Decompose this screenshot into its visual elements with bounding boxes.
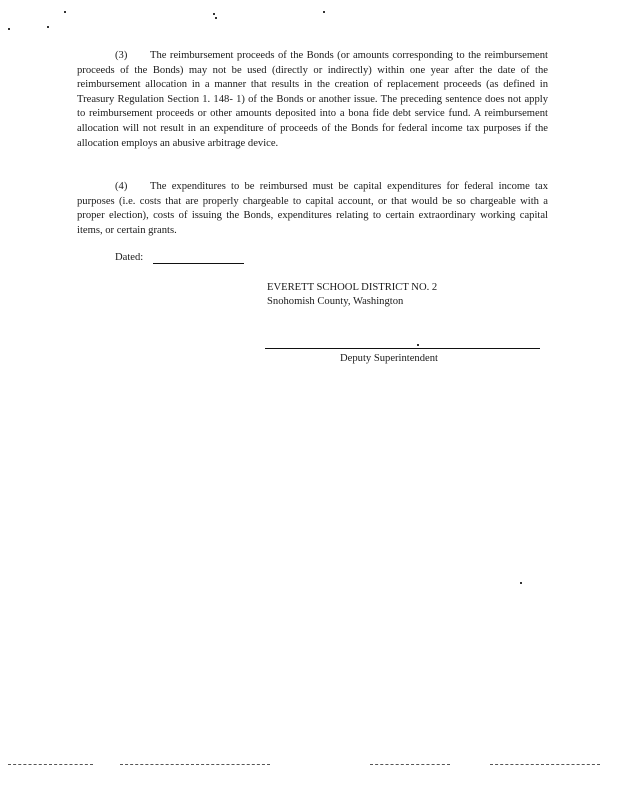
district-location: Snohomish County, Washington (267, 296, 404, 308)
scan-speck (520, 582, 522, 584)
paragraph-text: The expenditures to be reimbursed must be capital expenditures for federal income tax purposes (i.e. costs that are properly chargeable to capital account, or that would be so chargeable with a proper election), costs of issuing the Bonds, expenditures relating to certain extraordinary working capital items, or certain grants. (77, 181, 548, 236)
signature-block (267, 281, 437, 310)
scan-edge-artifact (8, 764, 93, 765)
paragraph-number: (3) (115, 50, 128, 61)
district-name: EVERETT SCHOOL DISTRICT NO. 2 (267, 282, 438, 293)
signatory-title: Deputy Superintendent (340, 353, 438, 364)
scan-edge-artifact (490, 764, 600, 765)
paragraph-number: (4) (115, 181, 128, 192)
scan-speck (215, 17, 217, 19)
scan-speck (417, 344, 419, 346)
scan-edge-artifact (120, 764, 270, 765)
scan-speck (64, 11, 66, 13)
dated-label: Dated: (115, 252, 144, 263)
scan-speck (213, 13, 215, 15)
signature-line (265, 348, 540, 349)
scan-speck (8, 28, 10, 30)
dated-blank-line (153, 263, 244, 264)
scan-edge-artifact (370, 764, 450, 765)
scan-speck (47, 26, 49, 28)
paragraph-text: The reimbursement proceeds of the Bonds (or amounts corresponding to the reimbursement proceeds of the Bonds) may not be used (directly or indirectly) within one year after the date of the reimbursement allocation in a manner that results in the creation of replacement proceeds (as defined in Treasury Regulation Section 1. 148- 1) of the Bonds or another issue. The preceding sentence does not apply to reimbursement proceeds or other amounts deposited into a bona fide debt service fund. A reimbursement allocation will not result in an expenditure of proceeds of the Bonds for federal income tax purposes if the allocation employs an abusive arbitrage device. (77, 50, 548, 149)
paragraph-3 (77, 49, 548, 151)
paragraph-4 (77, 180, 548, 238)
scan-speck (323, 11, 325, 13)
